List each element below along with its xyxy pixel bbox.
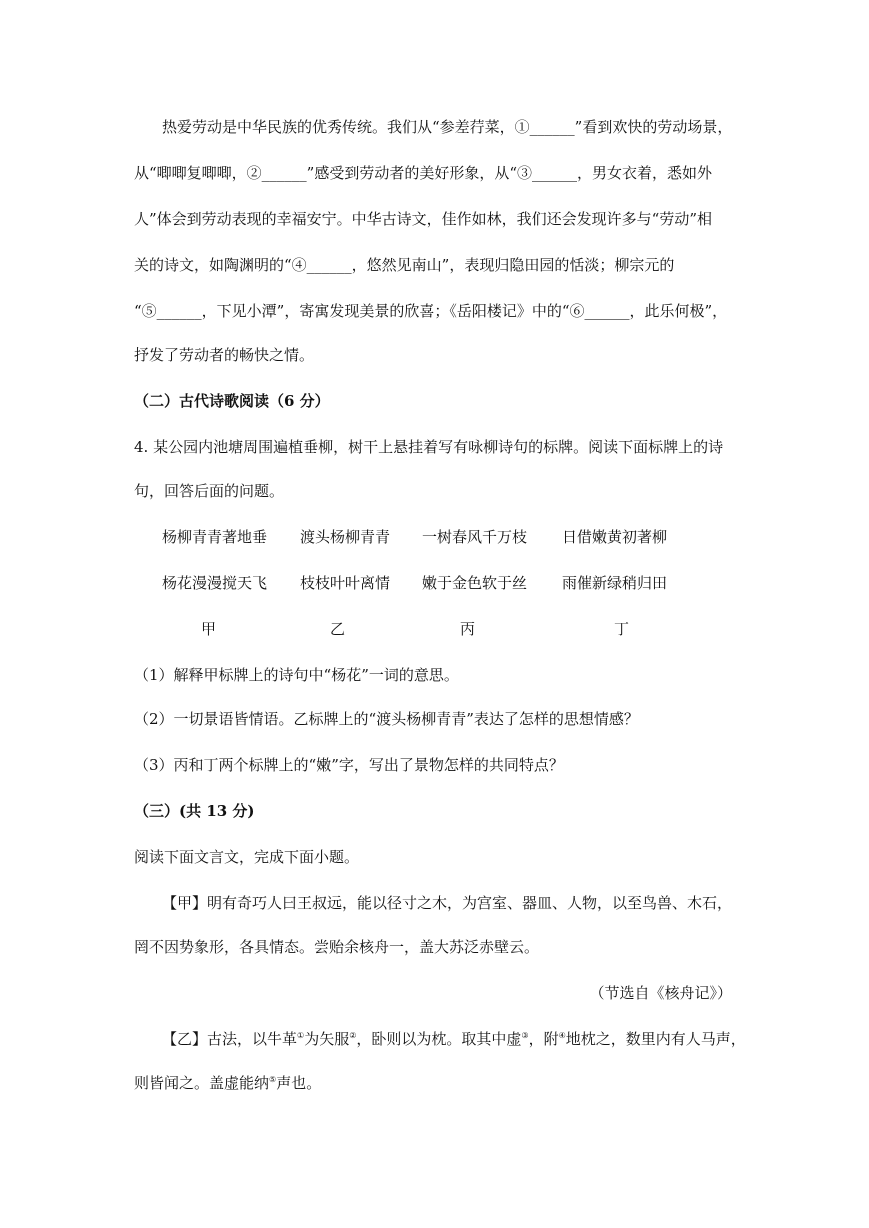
section2-heading: （二）古代诗歌阅读（6 分） [134, 392, 330, 410]
footnote-mark-1: ① [297, 1031, 305, 1040]
para1-line1: 热爱劳动是中华民族的优秀传统。我们从“参差荇菜，①______”看到欢快的劳动场景， [162, 118, 733, 136]
footnote-mark-4: ④ [558, 1031, 566, 1040]
source-note: （节选自《核舟记》） [589, 984, 732, 1002]
q4-line2: 句，回答后面的问题。 [134, 482, 285, 500]
footnote-mark-3: ③ [521, 1031, 529, 1040]
para1-line2: 从“唧唧复唧唧，②______”感受到劳动者的美好形象，从“③______，男女衣着，悉如外 [134, 164, 713, 182]
sign-jia-bottom: 杨花漫漫搅天飞 [162, 574, 268, 592]
footnote-mark-2: ② [349, 1031, 357, 1040]
section3-intro: 阅读下面文言文，完成下面小题。 [134, 848, 360, 866]
para1-line3: 人”体会到劳动表现的幸福安宁。中华古诗文，佳作如林，我们还会发现许多与“劳动”相 [134, 210, 713, 228]
section3-heading: （三）(共 13 分) [134, 802, 255, 820]
sign-jia-label: 甲 [201, 620, 217, 638]
jia-line1: 【甲】明有奇巧人曰王叔远，能以径寸之木，为宫室、器皿、人物，以至鸟兽、木石， [162, 894, 733, 912]
yi-line1 [162, 1029, 772, 1049]
subquestion-2: （2）一切景语皆情语。乙标牌上的“渡头杨柳青青”表达了怎样的思想情感？ [134, 710, 639, 728]
yi-line2-text-b: 声也。 [276, 1074, 322, 1092]
q4-line1: 4. 某公园内池塘周围遍植垂柳，树干上悬挂着写有咏柳诗句的标牌。阅读下面标牌上的诗 [134, 438, 724, 456]
sign-bing-bottom: 嫩于金色软于丝 [422, 574, 528, 592]
yi-text-e: 地枕之，数里内有人马声， [565, 1030, 746, 1048]
sign-ding-label: 丁 [614, 620, 630, 638]
yi-line2 [134, 1073, 744, 1093]
sign-yi-top: 渡头杨柳青青 [300, 528, 391, 546]
para1-line4: 关的诗文，如陶渊明的“④______，悠然见南山”，表现归隐田园的恬淡；柳宗元的 [134, 256, 675, 274]
sign-jia-top: 杨柳青青著地垂 [162, 528, 268, 546]
yi-line2-text-a: 则皆闻之。盖虚能纳 [134, 1074, 270, 1092]
sign-ding-top: 日借嫩黄初著柳 [562, 528, 668, 546]
yi-text-d: ，附 [528, 1030, 559, 1048]
para1-line6: 抒发了劳动者的畅快之情。 [134, 346, 315, 364]
subquestion-3: （3）丙和丁两个标牌上的“嫩”字，写出了景物怎样的共同特点？ [134, 756, 564, 774]
sign-yi-bottom: 枝枝叶叶离情 [300, 574, 391, 592]
footnote-mark-5: ⑤ [269, 1075, 277, 1084]
sign-bing-top: 一树春风千万枝 [422, 528, 528, 546]
sign-bing-label: 丙 [460, 620, 476, 638]
sign-ding-bottom: 雨催新绿稍归田 [562, 574, 668, 592]
jia-line2: 罔不因势象形，各具情态。尝贻余核舟一，盖大苏泛赤壁云。 [134, 938, 540, 956]
yi-text-c: ，卧则以为枕。取其中虚 [356, 1030, 522, 1048]
para1-line5: “⑤______，下见小潭”，寄寓发现美景的欣喜；《岳阳楼记》中的“⑥______，此乐何极”， [134, 302, 728, 320]
yi-text-a: 【乙】古法，以牛革 [162, 1030, 298, 1048]
yi-text-b: 为矢服 [304, 1030, 350, 1048]
subquestion-1: （1）解释甲标牌上的诗句中“杨花”一词的意思。 [134, 666, 459, 684]
sign-yi-label: 乙 [330, 620, 346, 638]
